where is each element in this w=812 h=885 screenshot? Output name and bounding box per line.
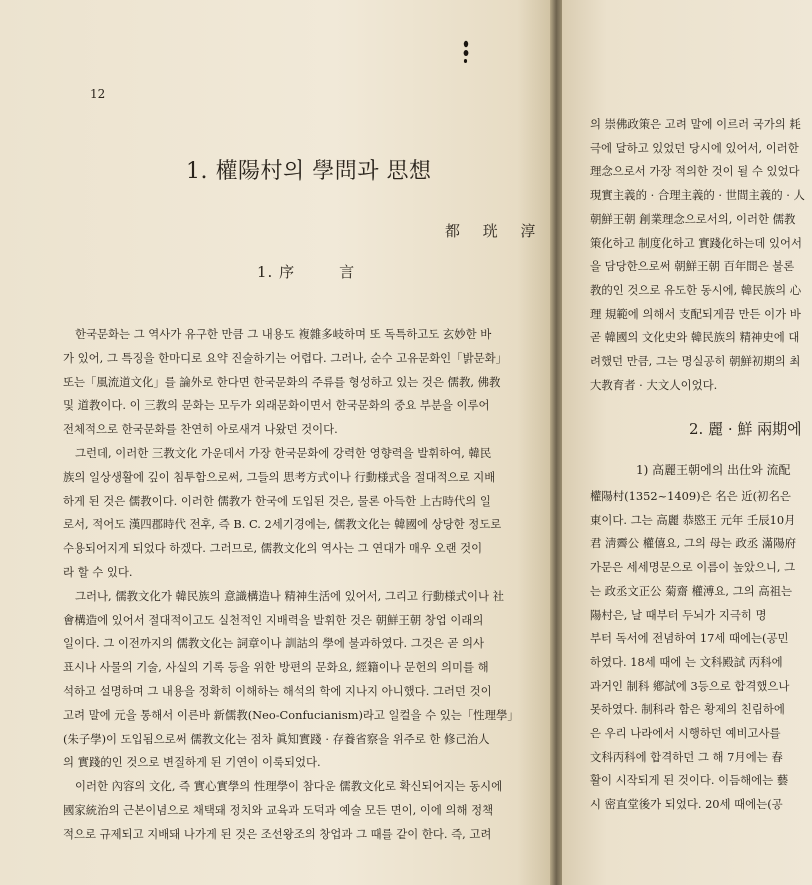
text-line: 朝鮮王朝 創業理念으로서의, 이러한 儒教	[590, 211, 796, 226]
text-line: 會構造에 있어서 절대적이고도 실천적인 지배력을 발휘한 것은 朝鮮王朝 창업 이래의	[63, 612, 484, 627]
ink-mark-icon	[462, 40, 470, 66]
paragraph	[63, 323, 535, 442]
page-number: 12	[90, 87, 106, 101]
chapter-title: 1. 權陽村의 學問과 思想	[186, 159, 432, 184]
text-line: 理 規範에 의해서 支配되게끔 만든 이가 바	[590, 306, 801, 321]
text-line: 시 密直堂後가 되었다. 20세 때에는(공	[590, 797, 783, 812]
paragraph	[63, 775, 535, 846]
text-line: 활이 시작되게 된 것이다. 이듬해에는 藝	[590, 773, 789, 788]
author-name: 都 珖 淳	[445, 222, 545, 240]
text-line: 策化하고 制度化하고 實踐化하는데 있어서	[590, 235, 803, 250]
text-line: (朱子學)이 도입됨으로써 儒教文化는 점차 眞知實踐 · 存養省察을 위주로 한 修己治人	[63, 731, 490, 746]
text-line: 또는「風流道文化」를 論外로 한다면 한국문화의 주류를 형성하고 있는 것은 儒教, 佛教	[63, 374, 501, 389]
text-line: 이러한 內容의 文化, 즉 實心實學의 性理學이 참다운 儒教文化로 확신되어지는 동시에	[75, 779, 503, 794]
section-word: 言	[339, 263, 356, 281]
text-line: 君 淸霽公 權僖요, 그의 母는 政丞 滿陽府	[590, 536, 797, 551]
text-line: 의 崇佛政策은 고려 말에 이르러 국가의 耗	[590, 117, 801, 131]
left-body-text	[63, 323, 535, 847]
text-line: 을 담당한으로써 朝鮮王朝 百年間은 불론	[590, 259, 795, 274]
text-line: 그런데, 이러한 三教文化 가운데서 가장 한국문화에 강력한 영향력을 발휘하여, 韓民	[75, 445, 492, 460]
text-line: 하였다. 18세 때에 는 文科殿試 丙科에	[590, 654, 783, 669]
text-line: 는 政丞文正公 菊齋 權溥요, 그의 高祖는	[590, 583, 793, 598]
text-line: 그러나, 儒教文化가 韓民族의 意識構造나 精神生活에 있어서, 그리고 行動様式이나 社	[75, 588, 505, 603]
text-line: 부터 독서에 전념하여 17세 때에는(공민	[590, 631, 789, 646]
text-line: 은 우리 나라에서 시행하던 예비고사를	[590, 726, 781, 741]
section-number: 1. 序	[257, 263, 296, 281]
text-line: 적으로 규제되고 지배돼 나가게 된 것은 조선왕조의 창업과 그 때를 같이 한다. 즉, 고려	[63, 826, 492, 841]
text-line: 教的인 것으로 유도한 동시에, 韓民族의 心	[590, 282, 802, 297]
text-line: 려했던 만큼, 그는 명실공히 朝鮮初期의 최	[590, 354, 801, 369]
text-line: 의 實踐的인 것으로 변질하게 된 기연이 이룩되었다.	[63, 755, 321, 770]
text-line: 한국문화는 그 역사가 유구한 만큼 그 내용도 複雜多岐하며 또 독특하고도 玄妙한 바	[75, 327, 492, 341]
paragraph	[63, 585, 535, 775]
text-line: 理念으로서 가장 적의한 것이 될 수 있었다	[590, 164, 800, 179]
text-line: 일이다. 그 이전까지의 儒教文化는 詞章이나 訓詁의 學에 불과하였다. 그것은 곧 의사	[63, 636, 485, 651]
right-body-text-top	[590, 113, 812, 397]
text-line: 전체적으로 한국문화를 찬연히 아로새겨 나왔던 것이다.	[63, 422, 338, 437]
text-line: 權陽村(1352~1409)은 名은 近(初名은	[590, 489, 791, 503]
text-line: 로서, 적어도 漢四郡時代 전후, 즉 B. C. 2세기경에는, 儒教文化는 韓國에 상당한 정도로	[63, 517, 502, 532]
right-body-text-bottom	[590, 485, 812, 817]
text-line: 大教育者 · 大文人이었다.	[590, 377, 718, 392]
text-line: 과거인 制科 鄕試에 3등으로 합격했으나	[590, 678, 790, 693]
text-line: 수용되어지게 되었다 하겠다. 그러므로, 儒教文化의 역사는 그 연대가 매우 오랜 것이	[63, 541, 483, 556]
text-line: 못하였다. 制科라 함은 황제의 친림하에	[590, 702, 785, 717]
right-subsection-heading: 1) 高麗王朝에의 出仕와 流配	[636, 463, 791, 477]
text-line: 극에 달하고 있었던 당시에 있어서, 이러한	[590, 140, 799, 155]
right-section-heading: 2. 麗 · 鮮 兩期에	[689, 420, 802, 438]
text-line: 陽村은, 날 때부터 두뇌가 지극히 명	[590, 607, 767, 622]
text-line: 및 道教이다. 이 三教의 문화는 모두가 외래문화이면서 한국문화의 중요 부분을 이루어	[63, 398, 490, 413]
text-line: 東이다. 그는 高麗 恭愍王 元年 壬辰10月	[590, 512, 796, 527]
text-line: 곧 韓國의 文化史와 韓民族의 精神史에 대	[590, 330, 800, 345]
right-page	[562, 0, 812, 885]
text-line: 現實主義的 · 合理主義的 · 世間主義的 · 人	[590, 188, 805, 203]
text-line: 고려 말에 元을 통해서 이른바 新儒教(Neo-Confucianism)라고 일컬을 수 있는「性理學」	[63, 707, 519, 722]
text-line: 文科丙科에 합격하던 그 해 7月에는 春	[590, 749, 783, 764]
paragraph	[63, 442, 535, 585]
section-heading	[257, 261, 355, 282]
text-line: 석하고 설명하며 그 내용을 정확히 이해하는 해석의 학에 지나지 아니했다. 그러던 것이	[63, 683, 492, 698]
text-line: 표시나 사물의 기술, 사실의 기록 등을 위한 방편의 문화요, 經籍이나 문헌의 의미를 해	[63, 660, 489, 675]
text-line: 하게 된 것은 儒教이다. 이러한 儒教가 한국에 도입된 것은, 물론 아득한 上古時代의 일	[63, 493, 491, 508]
text-line: 라 할 수 있다.	[63, 564, 133, 579]
text-line: 族의 일상생활에 깊이 침투함으로써, 그들의 思考方式이나 行動様式을 절대적으로 지배	[63, 469, 496, 484]
text-line: 가 있어, 그 특징을 한마디로 요약 진술하기는 어렵다. 그러나, 순수 고유문화인「밝문화」	[63, 350, 507, 365]
text-line: 國家統治의 근본이념으로 채택돼 정치와 교육과 도덕과 예술 모든 면이, 이에 의해 정책	[63, 802, 494, 817]
text-line: 가문은 세세명문으로 이름이 높았으니, 그	[590, 560, 796, 575]
